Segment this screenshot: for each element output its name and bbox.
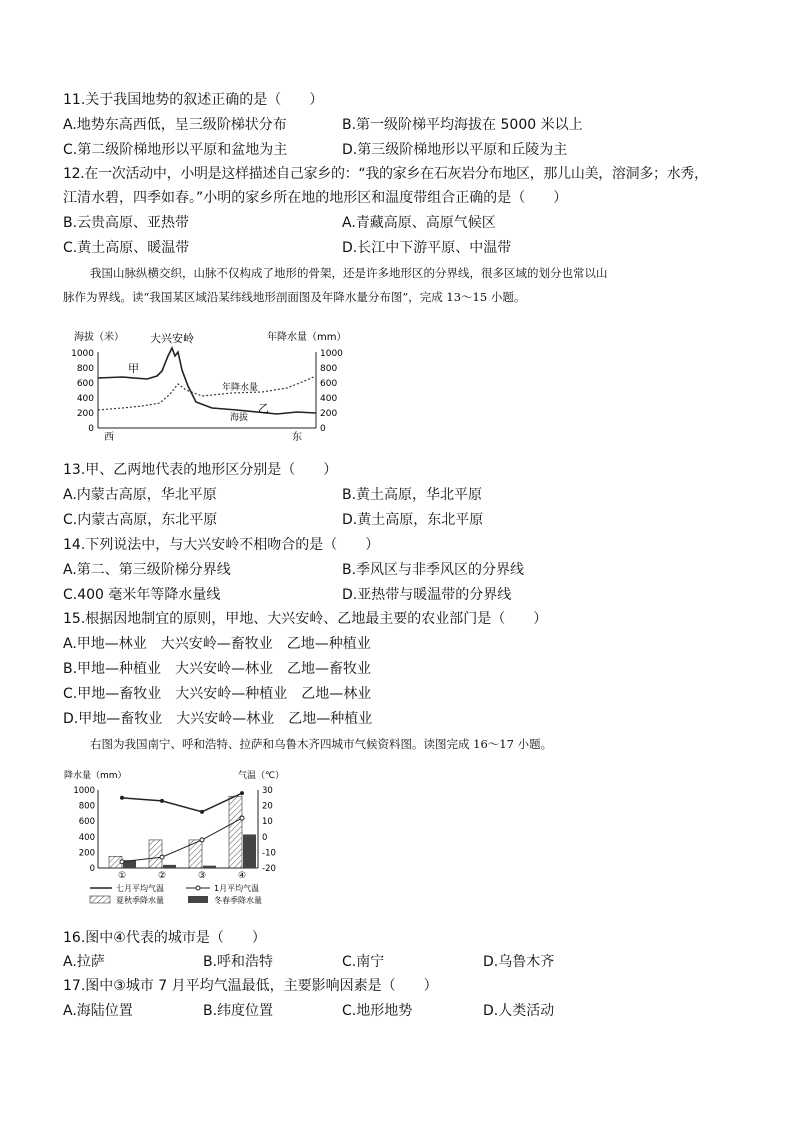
fig1-elev-label: 海拔 bbox=[230, 413, 249, 423]
intro-paragraph-1-line2: 脉作为界线。读“我国某区域沿某纬线地形剖面图及年降水量分布图”，完成 13～15 小题。 bbox=[63, 290, 526, 304]
q15-stem: 15.根据因地制宜的原则，甲地、大兴安岭、乙地最主要的农业部门是（ ） bbox=[63, 611, 548, 627]
summer-precip-bar bbox=[149, 840, 162, 868]
fig1-peak-label: 大兴安岭 bbox=[150, 332, 194, 345]
q13-stem: 13.甲、乙两地代表的地形区分别是（ ） bbox=[63, 462, 338, 478]
fig2-right-axis-label: 气温（℃） bbox=[238, 771, 285, 781]
fig2-left-tick: 800 bbox=[78, 801, 95, 812]
legend-jan-label: 1月平均气温 bbox=[214, 884, 260, 893]
legend-jan-marker-icon bbox=[196, 886, 200, 890]
july-temp-line bbox=[122, 793, 242, 812]
july-temp-point bbox=[240, 791, 244, 795]
q15-option-a[interactable]: A.甲地—林业 大兴安岭—畜牧业 乙地—种植业 bbox=[63, 636, 371, 652]
q11-stem: 11.关于我国地势的叙述正确的是（ ） bbox=[63, 92, 324, 108]
q16-option-b[interactable]: B.呼和浩特 bbox=[203, 954, 274, 970]
fig1-left-tick: 400 bbox=[76, 394, 94, 404]
fig1-right-tick: 400 bbox=[320, 394, 338, 404]
fig1-right-tick: 600 bbox=[320, 379, 338, 389]
fig2-marks bbox=[109, 791, 256, 868]
fig1-right-tick: 0 bbox=[320, 424, 326, 434]
q13-option-d[interactable]: D.黄土高原，东北平原 bbox=[342, 512, 484, 528]
winter-precip-bar bbox=[163, 865, 176, 868]
q12-option-b[interactable]: B.云贵高原、亚热带 bbox=[63, 215, 190, 231]
fig1-right-ticks bbox=[320, 349, 343, 434]
jan-temp-line bbox=[122, 818, 242, 862]
fig1-label-jia: 甲 bbox=[128, 362, 139, 375]
fig1-elevation-line bbox=[98, 348, 316, 414]
jan-temp-point bbox=[200, 838, 204, 842]
fig1-west-label: 西 bbox=[104, 432, 114, 443]
fig1-precip-line bbox=[98, 376, 316, 410]
q15-option-d[interactable]: D.甲地—畜牧业 大兴安岭—林业 乙地—种植业 bbox=[63, 711, 373, 727]
fig1-left-tick: 600 bbox=[76, 379, 94, 389]
fig2-category-label: ② bbox=[157, 871, 167, 881]
q13-option-a[interactable]: A.内蒙古高原，华北平原 bbox=[63, 487, 217, 503]
q17-stem: 17.图中③城市 7 月平均气温最低，主要影响因素是（ ） bbox=[63, 978, 438, 994]
q14-option-a[interactable]: A.第二、第三级阶梯分界线 bbox=[63, 562, 231, 578]
july-temp-point bbox=[200, 810, 204, 814]
fig1-right-axis-label: 年降水量（mm） bbox=[267, 332, 347, 343]
q12-option-d[interactable]: D.长江中下游平原、中温带 bbox=[342, 240, 512, 256]
q14-option-d[interactable]: D.亚热带与暖温带的分界线 bbox=[342, 587, 512, 603]
fig2-right-tick: 0 bbox=[262, 832, 268, 843]
q11-option-c[interactable]: C.第二级阶梯地形以平原和盆地为主 bbox=[63, 142, 288, 158]
fig2-category-label: ① bbox=[117, 871, 127, 881]
fig2-right-tick: 10 bbox=[262, 817, 273, 828]
legend-summer-swatch-icon bbox=[90, 896, 110, 903]
fig2-category-labels bbox=[118, 871, 246, 881]
jan-temp-point bbox=[240, 816, 244, 820]
jan-temp-point bbox=[120, 860, 124, 864]
q14-stem: 14.下列说法中，与大兴安岭不相吻合的是（ ） bbox=[63, 537, 380, 553]
fig1-label-yi: 乙 bbox=[258, 402, 269, 415]
fig1-precip-label: 年降水量 bbox=[222, 383, 259, 393]
fig1-right-tick: 200 bbox=[320, 409, 338, 419]
july-temp-point bbox=[120, 796, 124, 800]
q16-option-a[interactable]: A.拉萨 bbox=[63, 954, 105, 970]
q17-option-b[interactable]: B.纬度位置 bbox=[203, 1003, 274, 1019]
fig2-category-label: ④ bbox=[237, 871, 247, 881]
q12-option-a[interactable]: A.青藏高原、高原气候区 bbox=[342, 215, 496, 231]
fig2-left-tick: 0 bbox=[89, 864, 95, 874]
fig1-left-tick: 1000 bbox=[71, 349, 94, 359]
winter-precip-bar bbox=[203, 866, 216, 868]
q15-option-c[interactable]: C.甲地—畜牧业 大兴安岭—种植业 乙地—林业 bbox=[63, 686, 372, 702]
fig1-left-axis-label: 海拔（米） bbox=[74, 332, 124, 343]
q12-stem-line1: 12.在一次活动中，小明是这样描述自己家乡的：“我的家乡在石灰岩分布地区，那儿山美，溶洞多；水秀， bbox=[63, 166, 708, 182]
fig2-right-ticks bbox=[262, 786, 276, 874]
fig2-right-tick: 30 bbox=[262, 786, 273, 796]
q14-option-b[interactable]: B.季风区与非季风区的分界线 bbox=[342, 562, 525, 578]
fig2-right-tick: 20 bbox=[262, 801, 273, 812]
terrain-profile-figure bbox=[62, 326, 362, 446]
q11-option-d[interactable]: D.第三级阶梯地形以平原和丘陵为主 bbox=[342, 142, 568, 158]
jan-temp-point bbox=[160, 855, 164, 859]
q16-option-d[interactable]: D.乌鲁木齐 bbox=[483, 954, 555, 970]
q17-option-a[interactable]: A.海陆位置 bbox=[63, 1003, 133, 1019]
fig1-left-ticks bbox=[71, 349, 94, 434]
q13-option-c[interactable]: C.内蒙古高原，东北平原 bbox=[63, 512, 218, 528]
july-temp-point bbox=[160, 799, 164, 803]
fig2-left-axis-label: 降水量（mm） bbox=[64, 771, 127, 781]
fig2-category-label: ③ bbox=[197, 871, 207, 881]
fig2-right-tick: -10 bbox=[262, 848, 276, 859]
winter-precip-bar bbox=[243, 834, 256, 868]
q16-stem: 16.图中④代表的城市是（ ） bbox=[63, 930, 266, 946]
fig1-left-tick: 800 bbox=[76, 364, 94, 374]
q12-stem-line2: 江清水碧，四季如春。”小明的家乡所在地的地形区和温度带组合正确的是（ ） bbox=[63, 190, 568, 206]
legend-summer-label: 夏秋季降水量 bbox=[116, 896, 164, 905]
q11-option-b[interactable]: B.第一级阶梯平均海拔在 5000 米以上 bbox=[342, 117, 583, 133]
q14-option-c[interactable]: C.400 毫米年等降水量线 bbox=[63, 587, 221, 603]
q17-option-d[interactable]: D.人类活动 bbox=[483, 1003, 555, 1019]
fig2-left-tick: 200 bbox=[78, 848, 95, 859]
q11-option-a[interactable]: A.地势东高西低，呈三级阶梯状分布 bbox=[63, 117, 287, 133]
fig2-left-tick: 1000 bbox=[73, 786, 95, 796]
summer-precip-bar bbox=[229, 796, 242, 868]
fig1-right-tick: 1000 bbox=[320, 349, 343, 359]
fig2-left-tick: 400 bbox=[78, 832, 95, 843]
fig1-east-label: 东 bbox=[292, 432, 302, 443]
q17-option-c[interactable]: C.地形地势 bbox=[342, 1003, 413, 1019]
fig1-left-tick: 0 bbox=[88, 424, 94, 434]
climate-chart bbox=[62, 768, 302, 906]
q15-option-b[interactable]: B.甲地—种植业 大兴安岭—林业 乙地—畜牧业 bbox=[63, 661, 372, 677]
intro-paragraph-1-line1: 我国山脉纵横交织，山脉不仅构成了地形的骨架，还是许多地形区的分界线，很多区域的划分也常以山 bbox=[90, 266, 608, 280]
q12-option-c[interactable]: C.黄土高原、暖温带 bbox=[63, 240, 190, 256]
q16-option-c[interactable]: C.南宁 bbox=[342, 954, 385, 970]
intro-paragraph-2: 右图为我国南宁、呼和浩特、拉萨和乌鲁木齐四城市气候资料图。读图完成 16～17 小题。 bbox=[90, 737, 553, 751]
fig1-right-tick: 800 bbox=[320, 364, 338, 374]
legend-winter-swatch-icon bbox=[188, 896, 208, 903]
fig1-left-tick: 200 bbox=[76, 409, 94, 419]
q13-option-b[interactable]: B.黄土高原，华北平原 bbox=[342, 487, 483, 503]
legend-july-label: 七月平均气温 bbox=[116, 884, 164, 893]
fig2-right-tick: -20 bbox=[262, 864, 276, 874]
fig2-left-tick: 600 bbox=[78, 817, 95, 828]
legend-winter-label: 冬春季降水量 bbox=[214, 896, 262, 905]
fig2-left-ticks bbox=[73, 786, 95, 874]
